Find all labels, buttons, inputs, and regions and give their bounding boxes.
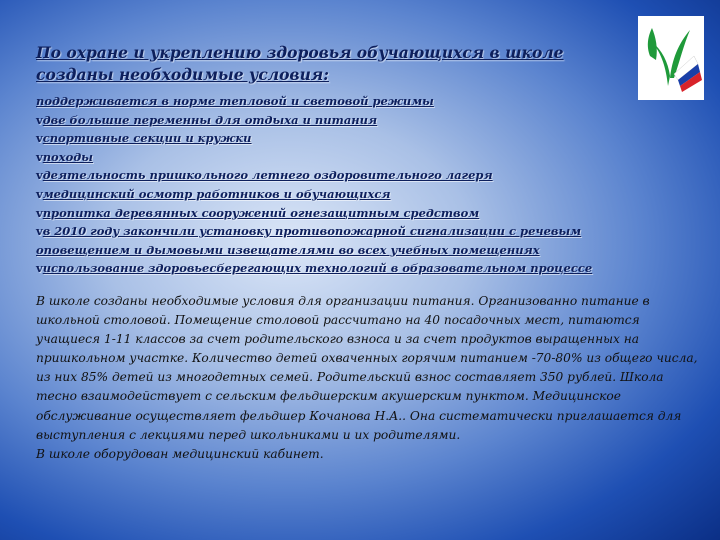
- list-item: [36, 111, 676, 130]
- list-item-text: поддерживается в норме тепловой и световой режимы: [36, 94, 434, 108]
- list-item-text: спортивные секции и кружки: [42, 131, 252, 146]
- list-item: [36, 222, 676, 259]
- list-item-text: в 2010 году закончили установку противопожарной сигнализации с речевым оповещением и дымовыми извещателями во всех учебных помещениях: [36, 224, 582, 257]
- bullet-marker: v: [36, 112, 43, 127]
- bullet-marker: v: [36, 224, 43, 239]
- bullet-marker: v: [36, 168, 43, 183]
- bullet-marker: v: [36, 131, 43, 146]
- list-item: [36, 92, 676, 111]
- list-item: [36, 259, 676, 278]
- bullet-marker: v: [36, 261, 43, 276]
- bullet-marker: v: [36, 186, 43, 201]
- paragraph-text: В школе созданы необходимые условия для организации питания. Организованно питание в школьной столовой. Помещение столовой рассчитано на 40 посадочных мест, питаются учащиеся 1-11 классов за счет родительского взноса и за счет продуктов выращенных на пришкольном участке. Количество детей охваченных горячим питанием -70-80% из общего числа, из них 85% детей из многодетных семей. Родительский взнос составляет 350 рублей. Школа тесно взаимодействует с сельским фельдшерским акушерским пунктом. Медицинское обслуживание осуществляет фельдшер Кочанова Н.А.. Она систематически приглашается для выступления с лекциями перед школьниками и их родителями.: [36, 294, 698, 442]
- list-item-text: пропитка деревянных сооружений огнезащитным средством: [42, 205, 480, 220]
- nutrition-paragraph: [36, 292, 706, 464]
- union-emblem-icon: [638, 16, 704, 100]
- list-item-text: медицинский осмотр работников и обучающихся: [42, 186, 391, 201]
- closing-text: В школе оборудован медицинский кабинет.: [36, 446, 324, 461]
- list-item-text: походы: [42, 149, 93, 164]
- list-item: [36, 204, 676, 223]
- list-item-text: использование здоровьесберегающих технологий в образовательном процессе: [42, 261, 593, 276]
- bullet-marker: v: [36, 149, 43, 164]
- list-item: [36, 166, 676, 185]
- list-item: [36, 129, 676, 148]
- list-item-text: две большие переменны для отдыха и питания: [42, 112, 378, 127]
- list-item: [36, 185, 676, 204]
- list-item-text: деятельность пришкольного летнего оздоровительного лагеря: [42, 168, 493, 183]
- list-item: [36, 148, 676, 167]
- conditions-list: [36, 92, 676, 278]
- slide-heading: По охране и укреплению здоровья обучающихся в школе созданы необходимые условия:: [36, 43, 564, 84]
- bullet-marker: v: [36, 205, 43, 220]
